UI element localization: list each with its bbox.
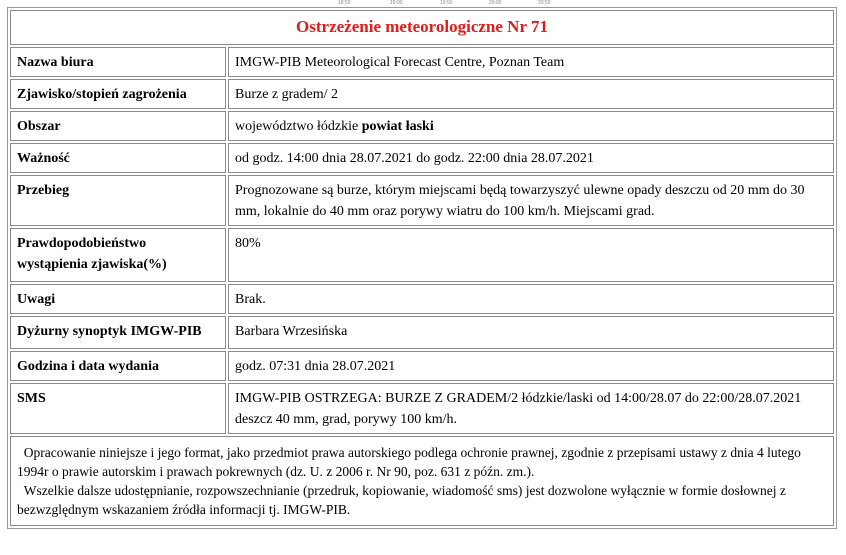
- copyright-text: Opracowanie niniejsze i jego format, jako przedmiot prawa autorskiego podlega ochronie prawnej, zgodnie z przepisami ustawy z dnia 4 lutego 1994r o prawie autorskim i prawach pokrewnych (dz. U. z 2006 r. Nr 90, poz. 631 z późn. zm.).: [17, 445, 801, 479]
- row-phenomenon: [10, 79, 834, 109]
- warning-title: Ostrzeżenie meteorologiczne Nr 71: [10, 10, 834, 45]
- tick-label: 19:50: [440, 0, 453, 6]
- row-course: [10, 175, 834, 226]
- office-value: IMGW-PIB Meteorological Forecast Centre, Poznan Team: [228, 47, 834, 77]
- footer-row: [10, 436, 834, 526]
- validity-label: Ważność: [10, 143, 226, 173]
- probability-value: 80%: [228, 228, 834, 282]
- course-value: Prognozowane są burze, którym miejscami będą towarzyszyć ulewne opady deszczu od 20 mm do 30 mm, lokalnie do 40 mm oraz porywy wiatru do 100 km/h. Miejscami grad.: [228, 175, 834, 226]
- row-office: [10, 47, 834, 77]
- issued-value: godz. 07:31 dnia 28.07.2021: [228, 351, 834, 381]
- row-forecaster: [10, 316, 834, 349]
- sms-value: IMGW-PIB OSTRZEGA: BURZE Z GRADEM/2 łódzkie/laski od 14:00/28.07 do 22:00/28.07.2021 deszcz 40 mm, grad, porywy 100 km/h.: [228, 383, 834, 434]
- area-voivodeship: województwo łódzkie: [235, 119, 359, 134]
- footer-notice: [10, 436, 834, 526]
- validity-value: od godz. 14:00 dnia 28.07.2021 do godz. 22:00 dnia 28.07.2021: [228, 143, 834, 173]
- row-probability: [10, 228, 834, 282]
- probability-label: Prawdopodobieństwo wystąpienia zjawiska(%): [10, 228, 226, 282]
- row-remarks: [10, 284, 834, 314]
- tick-label: 19:00: [390, 0, 403, 6]
- sms-label: SMS: [10, 383, 226, 434]
- remarks-label: Uwagi: [10, 284, 226, 314]
- row-area: [10, 111, 834, 141]
- time-axis-ticks: [0, 0, 846, 6]
- remarks-value: Brak.: [228, 284, 834, 314]
- area-label: Obszar: [10, 111, 226, 141]
- course-label: Przebieg: [10, 175, 226, 226]
- row-issued: [10, 351, 834, 381]
- row-validity: [10, 143, 834, 173]
- warning-table: [7, 7, 837, 529]
- phenomenon-label: Zjawisko/stopień zagrożenia: [10, 79, 226, 109]
- area-value: [228, 111, 834, 141]
- tick-label: 20:00: [489, 0, 502, 6]
- office-label: Nazwa biura: [10, 47, 226, 77]
- area-county: powiat łaski: [361, 119, 434, 134]
- tick-label: 20:50: [538, 0, 551, 6]
- distribution-text: Wszelkie dalsze udostępnianie, rozpowszechnianie (przedruk, kopiowanie, wiadomość sms) jest dozwolone wyłącznie w formie dosłownej z bezwzględnym wskazaniem źródła informacji tj. IMGW-PIB.: [17, 483, 786, 517]
- title-row: [10, 10, 834, 45]
- issued-label: Godzina i data wydania: [10, 351, 226, 381]
- tick-label: 18:50: [338, 0, 351, 6]
- distribution-notice: [17, 481, 827, 519]
- phenomenon-value: Burze z gradem/ 2: [228, 79, 834, 109]
- copyright-notice: [17, 443, 827, 481]
- forecaster-label: Dyżurny synoptyk IMGW-PIB: [10, 316, 226, 349]
- forecaster-value: Barbara Wrzesińska: [228, 316, 834, 349]
- row-sms: [10, 383, 834, 434]
